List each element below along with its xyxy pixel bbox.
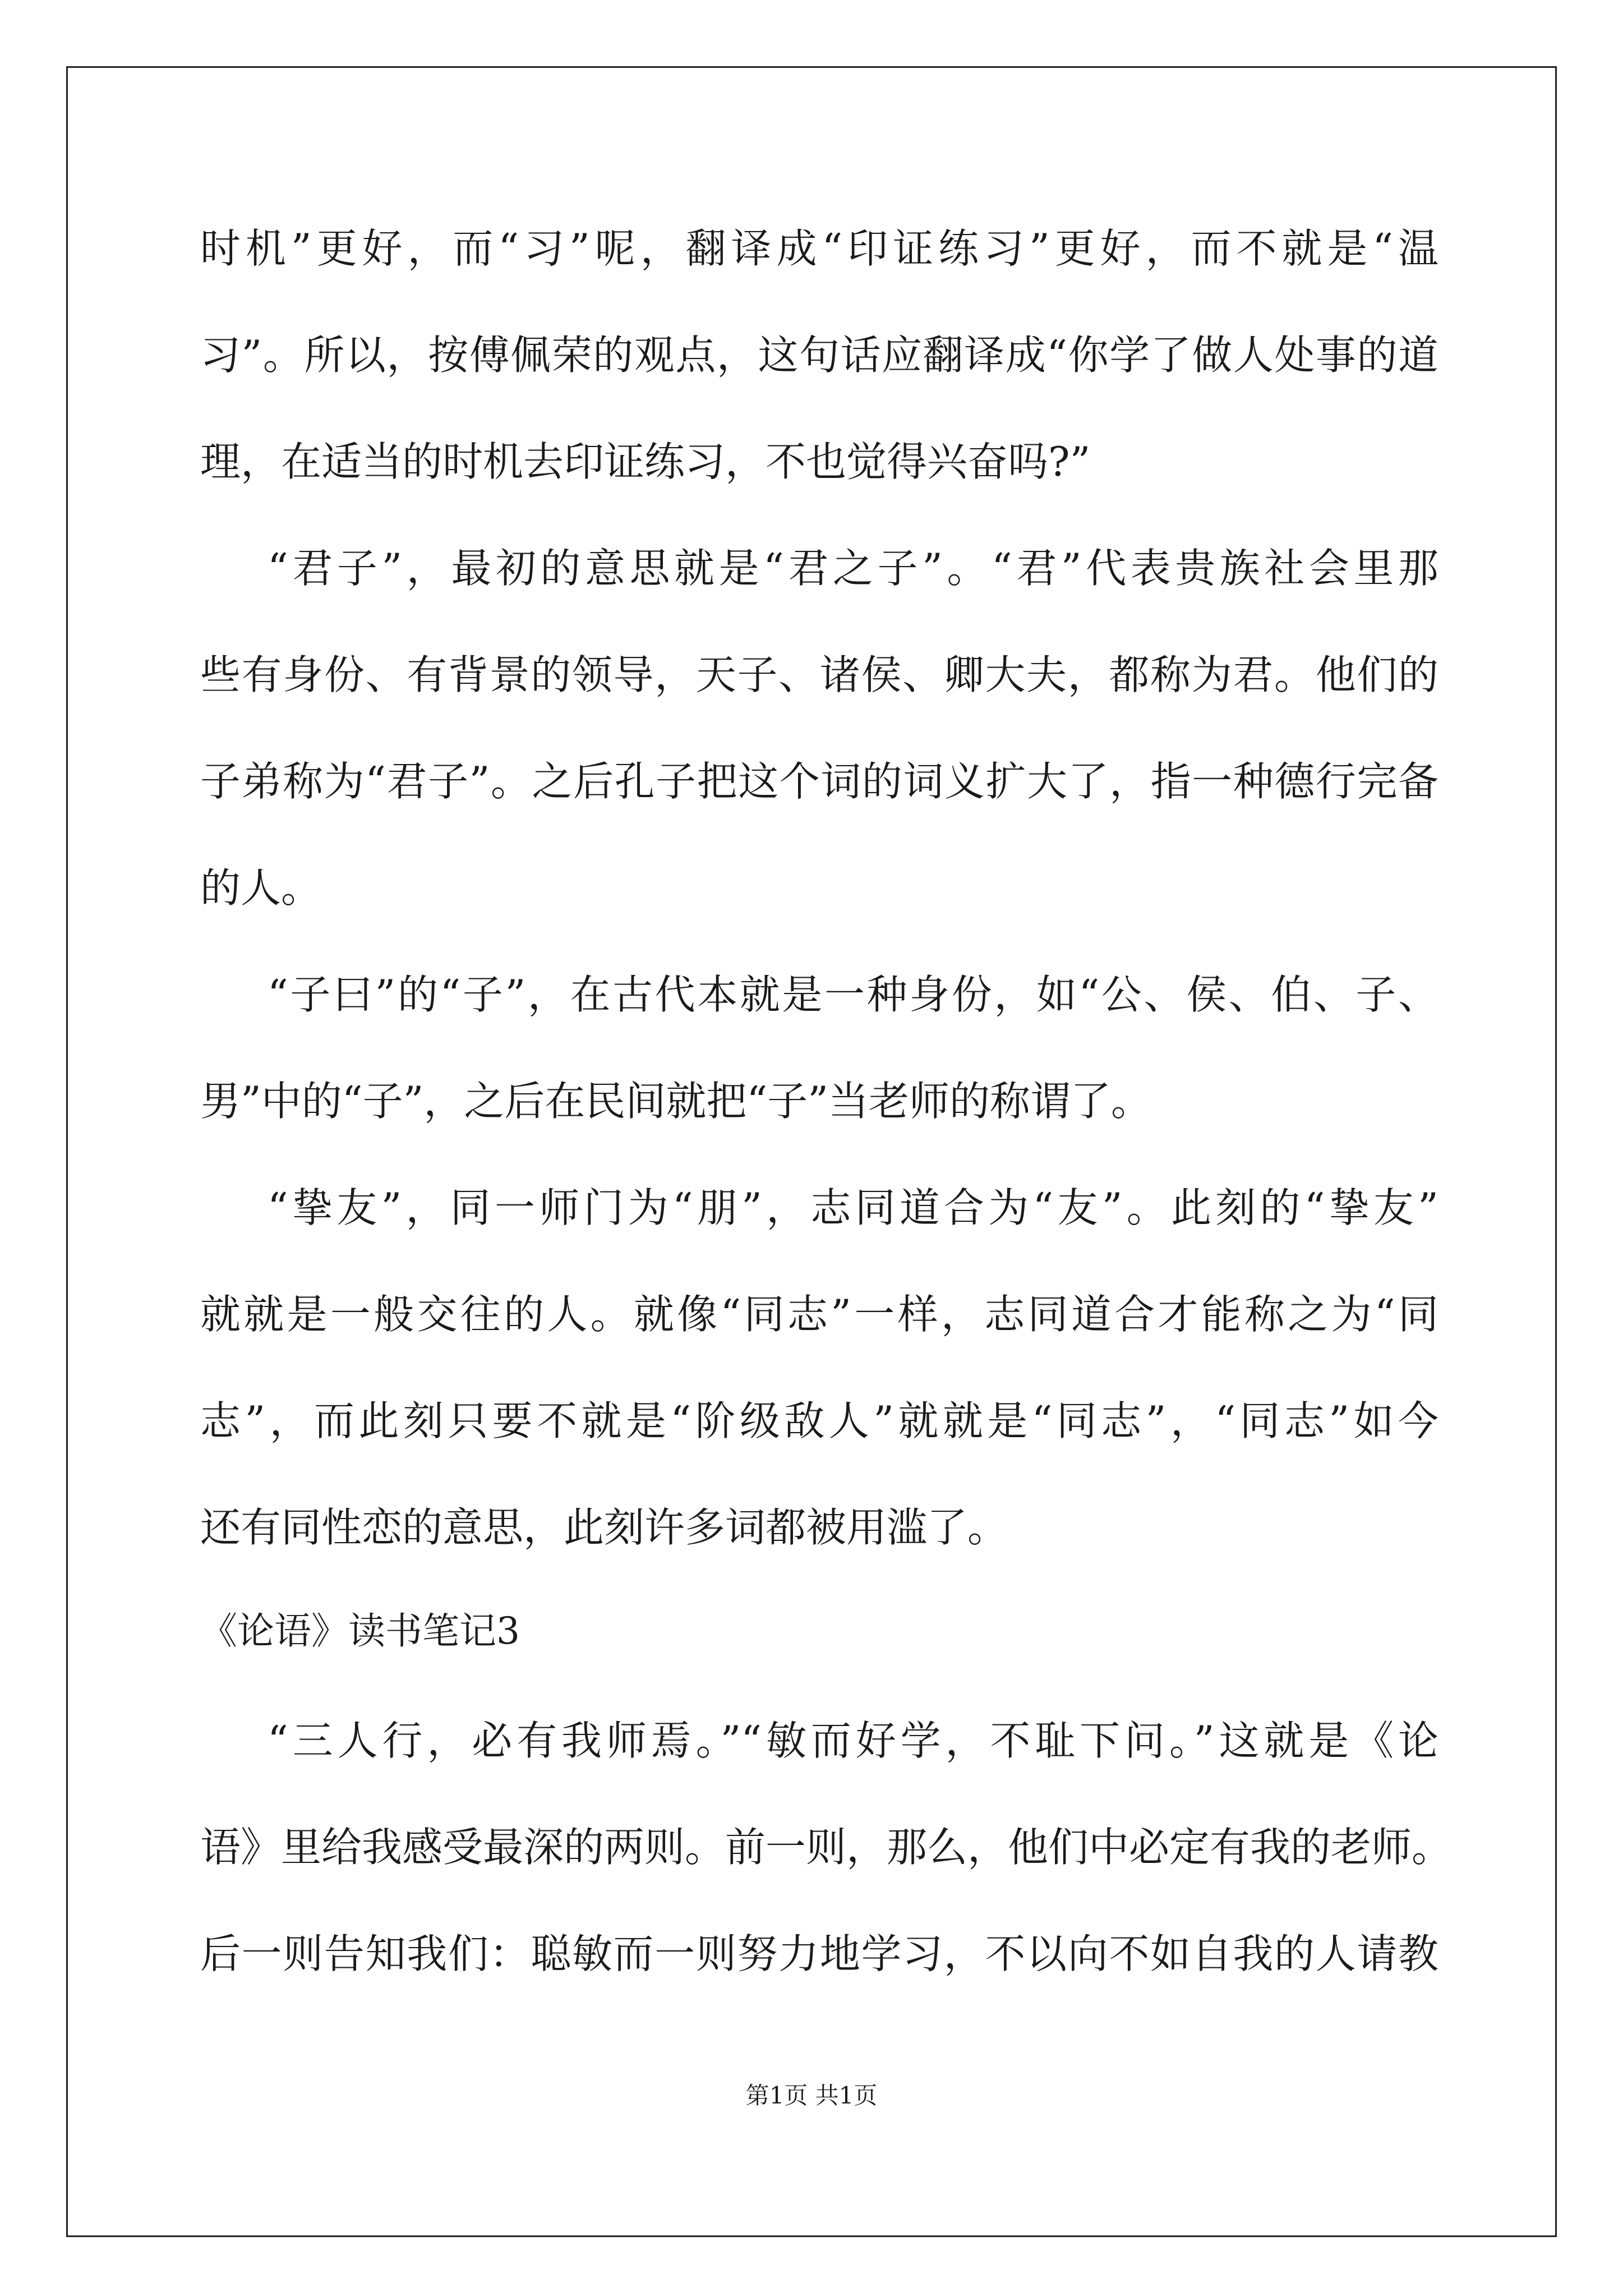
page-border [66, 66, 1557, 2237]
paragraph-line: 就就是一般交往的人。就像“同志”一样，志同道合才能称之为“同 [200, 1291, 1438, 1338]
page-number-footer: 第1页 共1页 [745, 2082, 878, 2109]
paragraph-line: 习”。所以，按傅佩荣的观点，这句话应翻译成“你学了做人处事的道 [200, 332, 1438, 379]
paragraph-line: 时机”更好，而“习”呢，翻译成“印证练习”更好，而不就是“温 [200, 225, 1438, 272]
paragraph-line: 语》里给我感受最深的两则。前一则，那么，他们中必定有我的老师。 [200, 1824, 1453, 1871]
paragraph-line: “子曰”的“子”，在古代本就是一种身份，如“公、侯、伯、子、 [268, 971, 1438, 1018]
paragraph-line: 的人。 [200, 864, 322, 912]
paragraph-line: 男”中的“子”，之后在民间就把“子”当老师的称谓了。 [200, 1078, 1152, 1125]
section-heading: 《论语》读书笔记3 [200, 1609, 520, 1653]
paragraph-line: 些有身份、有背景的领导，天子、诸侯、卿大夫，都称为君。他们的 [200, 651, 1438, 698]
paragraph-line: 子弟称为“君子”。之后孔子把这个词的词义扩大了，指一种德行完备 [200, 758, 1438, 805]
paragraph-line: 理，在适当的时机去印证练习，不也觉得兴奋吗?” [200, 438, 1091, 485]
paragraph-line: 后一则告知我们：聪敏而一则努力地学习，不以向不如自我的人请教 [200, 1930, 1438, 1977]
paragraph-line: 还有同性恋的意思，此刻许多词都被用滥了。 [200, 1504, 1008, 1551]
paragraph-line: “挚友”，同一师门为“朋”，志同道合为“友”。此刻的“挚友” [268, 1184, 1438, 1231]
paragraph-line: “三人行，必有我师焉。”“敏而好学，不耻下问。”这就是《论 [268, 1717, 1438, 1764]
paragraph-line: “君子”，最初的意思就是“君之子”。“君”代表贵族社会里那 [268, 545, 1438, 592]
paragraph-line: 志”，而此刻只要不就是“阶级敌人”就就是“同志”，“同志”如今 [200, 1397, 1438, 1444]
